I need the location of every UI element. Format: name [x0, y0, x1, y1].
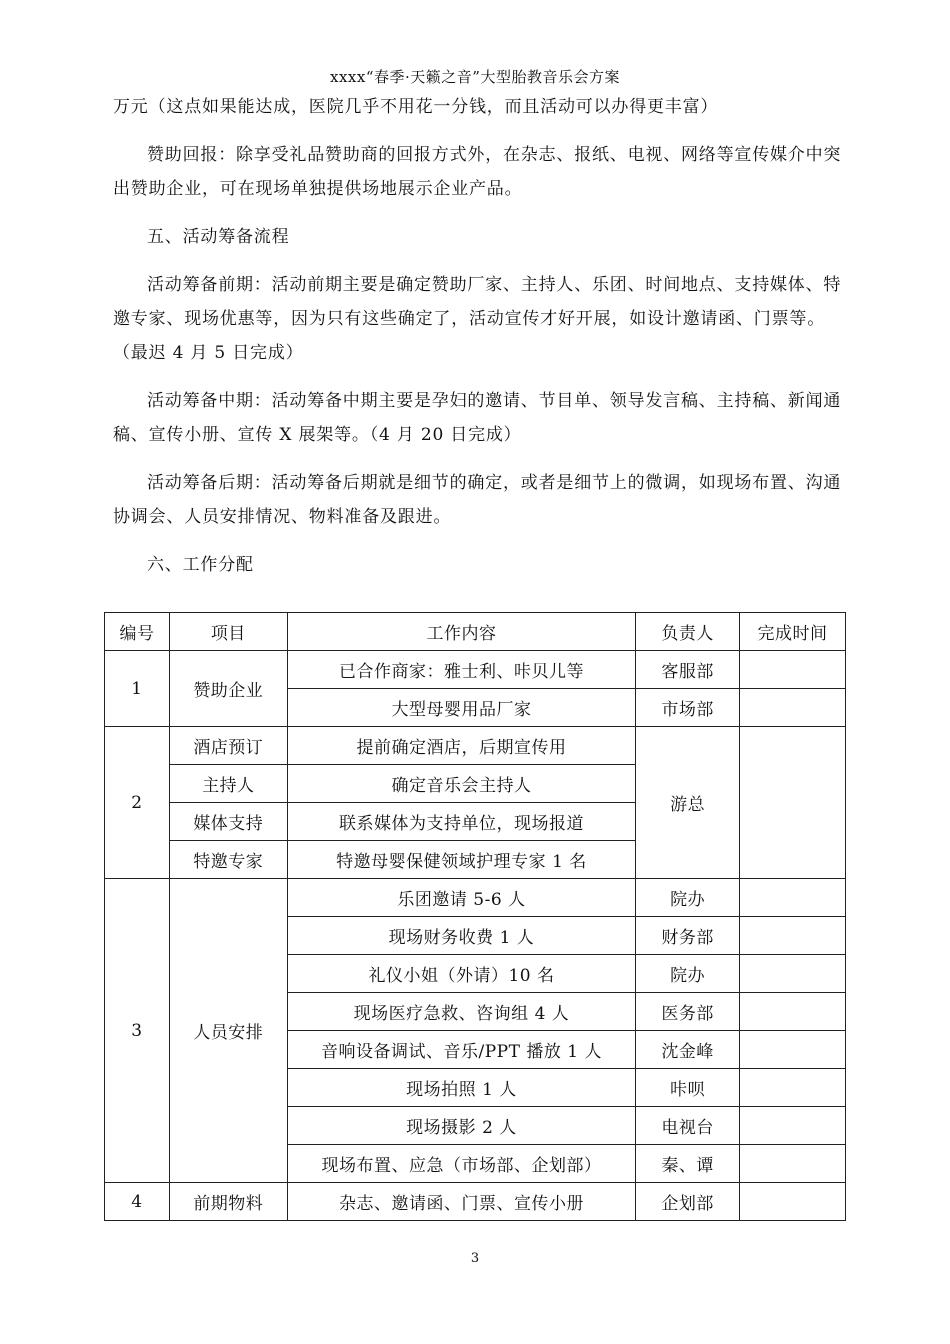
- cell-owner: 院办: [636, 955, 740, 993]
- cell-deadline: [740, 689, 846, 727]
- work-assignment-table: [104, 612, 846, 1221]
- cell-content: 音响设备调试、音乐/PPT 播放 1 人: [287, 1031, 636, 1069]
- cell-item: 人员安排: [169, 879, 287, 1183]
- cell-deadline: [740, 1069, 846, 1107]
- cell-content: 礼仪小姐（外请）10 名: [287, 955, 636, 993]
- cell-deadline: [740, 1031, 846, 1069]
- paragraph-late-stage: 活动筹备后期：活动筹备后期就是细节的确定，或者是细节上的微调，如现场布置、沟通协调会、人员安排情况、物料准备及跟进。: [113, 473, 842, 527]
- header-content: 工作内容: [287, 613, 636, 651]
- cell-content: 联系媒体为支持单位，现场报道: [287, 803, 636, 841]
- cell-owner: 沈金峰: [636, 1031, 740, 1069]
- cell-owner: 市场部: [636, 689, 740, 727]
- cell-content: 特邀母婴保健领域护理专家 1 名: [287, 841, 636, 879]
- section-heading-work-assignment: 六、工作分配: [147, 555, 254, 575]
- table-header-row: [105, 613, 846, 651]
- cell-item: 赞助企业: [169, 651, 287, 727]
- cell-deadline: [740, 651, 846, 689]
- cell-number: 3: [105, 879, 170, 1183]
- page-header: xxxx“春季·天籁之音”大型胎教音乐会方案: [330, 68, 620, 86]
- page-number: 3: [470, 1251, 480, 1266]
- section-heading-preparation: 五、活动筹备流程: [147, 227, 290, 247]
- header-item: 项目: [169, 613, 287, 651]
- cell-content: 乐团邀请 5-6 人: [287, 879, 636, 917]
- cell-content: 杂志、邀请函、门票、宣传小册: [287, 1183, 636, 1221]
- cell-content: 现场拍照 1 人: [287, 1069, 636, 1107]
- cell-owner: 院办: [636, 879, 740, 917]
- cell-owner: 客服部: [636, 651, 740, 689]
- paragraph-middle-stage: 活动筹备中期：活动筹备中期主要是孕妇的邀请、节目单、领导发言稿、主持稿、新闻通稿、宣传小册、宣传 X 展架等。（4 月 20 日完成）: [113, 391, 842, 445]
- cell-number: 2: [105, 727, 170, 879]
- cell-item: 主持人: [169, 765, 287, 803]
- cell-content: 现场摄影 2 人: [287, 1107, 636, 1145]
- cell-deadline: [740, 1145, 846, 1183]
- header-owner: 负责人: [636, 613, 740, 651]
- cell-item: 酒店预订: [169, 727, 287, 765]
- cell-number: 1: [105, 651, 170, 727]
- paragraph-continuation: 万元（这点如果能达成，医院几乎不用花一分钱，而且活动可以办得更丰富）: [113, 97, 719, 117]
- header-number: 编号: [105, 613, 170, 651]
- paragraph-early-stage: 活动筹备前期：活动前期主要是确定赞助厂家、主持人、乐团、时间地点、支持媒体、特邀专家、现场优惠等，因为只有这些确定了，活动宣传才好开展，如设计邀请函、门票等。（最迟 4 月 5 日完成）: [113, 275, 842, 363]
- body-text: [113, 90, 848, 582]
- table-row: [105, 879, 846, 917]
- cell-content: 提前确定酒店，后期宣传用: [287, 727, 636, 765]
- cell-content: 现场财务收费 1 人: [287, 917, 636, 955]
- cell-content: 现场布置、应急（市场部、企划部）: [287, 1145, 636, 1183]
- cell-number: 4: [105, 1183, 170, 1221]
- cell-owner: 咔呗: [636, 1069, 740, 1107]
- cell-deadline: [740, 993, 846, 1031]
- cell-deadline: [740, 1183, 846, 1221]
- cell-deadline: [740, 917, 846, 955]
- table-row: [105, 1183, 846, 1221]
- table-row: [105, 727, 846, 765]
- cell-item: 特邀专家: [169, 841, 287, 879]
- cell-owner: 游总: [636, 727, 740, 879]
- cell-owner: 医务部: [636, 993, 740, 1031]
- table-row: [105, 651, 846, 689]
- cell-content: 现场医疗急救、咨询组 4 人: [287, 993, 636, 1031]
- cell-owner: 企划部: [636, 1183, 740, 1221]
- cell-item: 前期物料: [169, 1183, 287, 1221]
- cell-item: 媒体支持: [169, 803, 287, 841]
- paragraph-sponsor-return: 赞助回报：除享受礼品赞助商的回报方式外，在杂志、报纸、电视、网络等宣传媒介中突出赞助企业，可在现场单独提供场地展示企业产品。: [113, 145, 842, 199]
- cell-owner: 电视台: [636, 1107, 740, 1145]
- cell-deadline: [740, 879, 846, 917]
- cell-deadline: [740, 1107, 846, 1145]
- cell-deadline: [740, 955, 846, 993]
- cell-owner: 秦、谭: [636, 1145, 740, 1183]
- header-deadline: 完成时间: [740, 613, 846, 651]
- cell-content: 确定音乐会主持人: [287, 765, 636, 803]
- cell-owner: 财务部: [636, 917, 740, 955]
- cell-content: 大型母婴用品厂家: [287, 689, 636, 727]
- cell-content: 已合作商家：雅士利、咔贝儿等: [287, 651, 636, 689]
- cell-deadline: [740, 727, 846, 879]
